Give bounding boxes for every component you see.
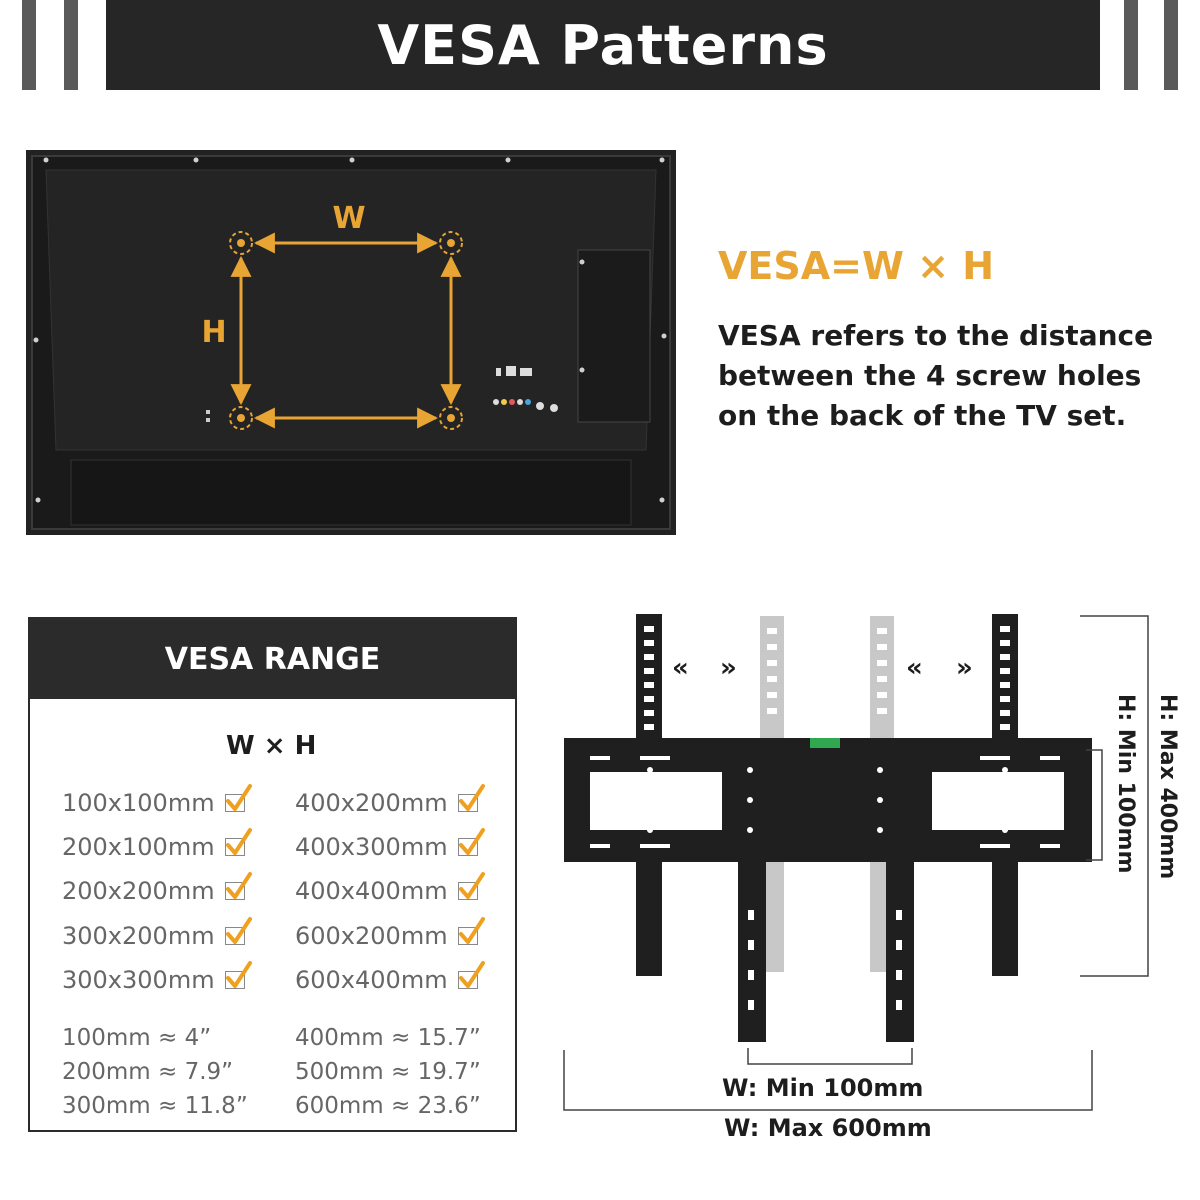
header-post-left-2 [64, 0, 78, 90]
vesa-size-text: 100x100mm [62, 789, 215, 817]
checkmark-icon [458, 927, 478, 945]
vesa-range-header [30, 619, 515, 699]
checkmark-icon [458, 971, 478, 989]
conversion-item: 200mm ≈ 7.9” [62, 1059, 234, 1085]
conversion-item: 100mm ≈ 4” [62, 1025, 212, 1051]
checkmark-icon [225, 838, 245, 856]
vesa-size-item [62, 783, 245, 823]
conversion-item: 400mm ≈ 15.7” [295, 1025, 481, 1051]
vesa-size-item [62, 827, 245, 867]
vesa-size-text: 200x200mm [62, 877, 215, 905]
h-min-label: H: Min 100mm [1113, 694, 1138, 874]
header-bar [106, 0, 1100, 90]
header-post-right-1 [1124, 0, 1138, 90]
vesa-size-item [62, 916, 245, 956]
vesa-size-text: 300x200mm [62, 922, 215, 950]
h-max-label: H: Max 400mm [1155, 694, 1180, 880]
checkmark-icon [225, 971, 245, 989]
vesa-size-text: 400x200mm [295, 789, 448, 817]
header-post-right-2 [1164, 0, 1178, 90]
vesa-size-item [295, 871, 478, 911]
vesa-size-text: 200x100mm [62, 833, 215, 861]
vesa-range-title: VESA RANGE [164, 641, 381, 677]
checkmark-icon [458, 882, 478, 900]
vesa-size-item [295, 916, 478, 956]
w-max-label: W: Max 600mm [724, 1114, 932, 1142]
svg-text:«: « [906, 653, 923, 683]
tv-back-diagram [26, 150, 676, 535]
vesa-size-item [295, 783, 478, 823]
page-title: VESA Patterns [377, 13, 829, 77]
vesa-size-text: 400x400mm [295, 877, 448, 905]
tv-w-label: W [332, 201, 366, 236]
vesa-size-text: 600x400mm [295, 966, 448, 994]
checkmark-icon [458, 838, 478, 856]
vesa-description: VESA refers to the distance between the 4 screw holes on the back of the TV set. [718, 319, 1154, 432]
svg-text:»: » [956, 653, 973, 683]
header-post-left-1 [22, 0, 36, 90]
svg-text:«: « [672, 653, 689, 683]
w-min-label: W: Min 100mm [722, 1074, 924, 1102]
conversion-item: 600mm ≈ 23.6” [295, 1093, 481, 1119]
vesa-range-panel [28, 617, 517, 1132]
checkmark-icon [225, 882, 245, 900]
vesa-size-text: 300x300mm [62, 966, 215, 994]
vesa-size-item [62, 960, 245, 1000]
vesa-formula: VESA=W × H [718, 244, 995, 288]
checkmark-icon [458, 794, 478, 812]
checkmark-icon [225, 927, 245, 945]
vesa-size-item [295, 827, 478, 867]
svg-text:»: » [720, 653, 737, 683]
conversion-item: 300mm ≈ 11.8” [62, 1093, 248, 1119]
tv-h-label: H [201, 315, 227, 350]
wxh-heading: W × H [226, 731, 317, 761]
conversion-item: 500mm ≈ 19.7” [295, 1059, 481, 1085]
vesa-size-text: 600x200mm [295, 922, 448, 950]
vesa-size-text: 400x300mm [295, 833, 448, 861]
vesa-size-item [62, 871, 245, 911]
checkmark-icon [225, 794, 245, 812]
vesa-size-item [295, 960, 478, 1000]
